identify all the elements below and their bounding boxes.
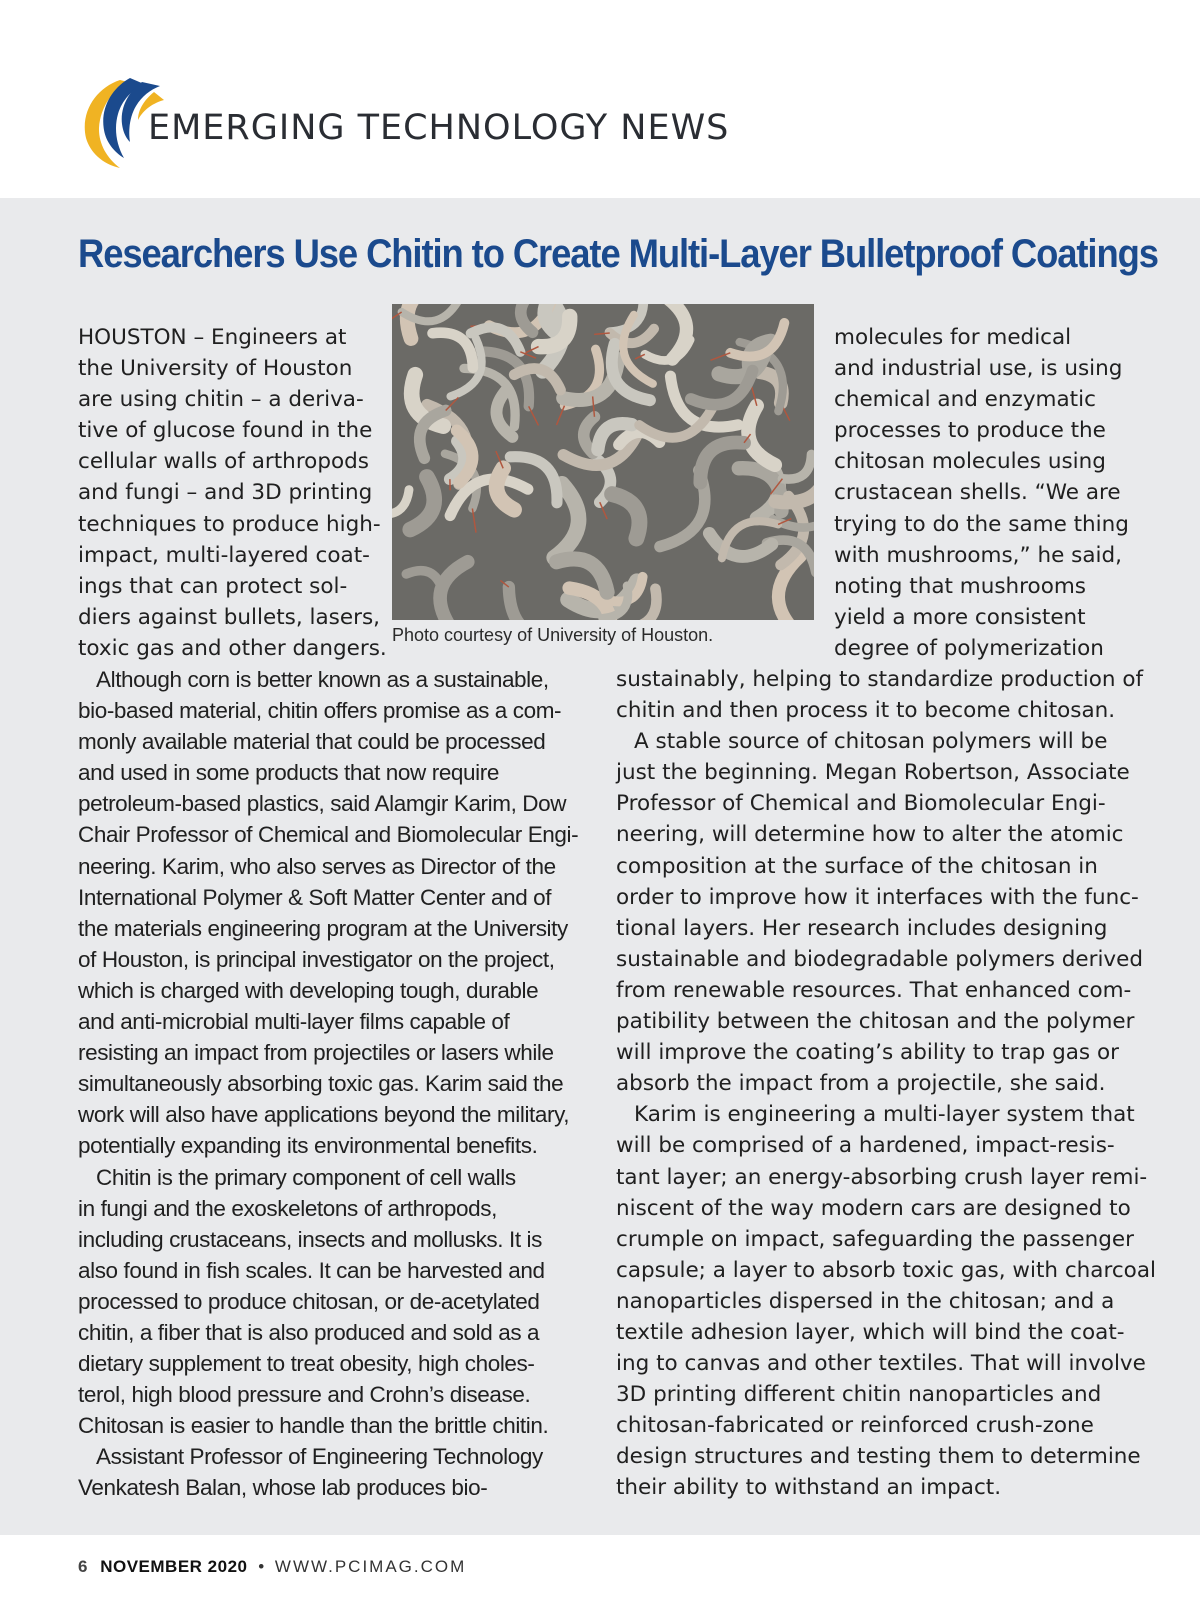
text-line: niscent of the way modern cars are designed to bbox=[616, 1195, 1131, 1221]
shrimp-photo bbox=[392, 304, 814, 620]
text-line: noting that mushrooms bbox=[834, 573, 1087, 599]
text-line: and used in some products that now require bbox=[78, 760, 499, 786]
text-line: crumple on impact, safeguarding the passenger bbox=[616, 1226, 1134, 1252]
text-line: ings that can protect sol- bbox=[78, 573, 348, 599]
text-line: simultaneously absorbing toxic gas. Karim said the bbox=[78, 1071, 564, 1097]
text-line: Professor of Chemical and Biomolecular Engi- bbox=[616, 791, 1106, 817]
text-line: Venkatesh Balan, whose lab produces bio- bbox=[78, 1475, 488, 1501]
page-footer bbox=[78, 1557, 466, 1577]
text-line: their ability to withstand an impact. bbox=[616, 1475, 1002, 1501]
text-line: sustainable and biodegradable polymers derived bbox=[616, 946, 1144, 972]
text-line: with mushrooms,” he said, bbox=[834, 542, 1122, 568]
article-column-1-body bbox=[78, 664, 578, 1504]
text-line: neering, will determine how to alter the atomic bbox=[616, 822, 1124, 848]
footer-separator: • bbox=[258, 1557, 265, 1576]
text-line: diers against bullets, lasers, bbox=[78, 604, 380, 630]
text-line: dietary supplement to treat obesity, high choles- bbox=[78, 1351, 535, 1377]
article-headline: Researchers Use Chitin to Create Multi-Layer Bulletproof Coatings bbox=[78, 232, 1158, 276]
text-line: order to improve how it interfaces with the func- bbox=[616, 884, 1139, 910]
masthead bbox=[0, 0, 1200, 198]
text-line: absorb the impact from a projectile, she said. bbox=[616, 1071, 1106, 1097]
issue-date: NOVEMBER 2020 bbox=[100, 1557, 248, 1576]
text-line: Although corn is better known as a sustainable, bbox=[96, 667, 549, 692]
text-line: of Houston, is principal investigator on the project, bbox=[78, 946, 555, 972]
text-line: which is charged with developing tough, durable bbox=[78, 977, 539, 1003]
text-line: work will also have applications beyond the military, bbox=[78, 1102, 570, 1128]
text-line: monly available material that could be processed bbox=[78, 729, 546, 755]
text-line: cellular walls of arthropods bbox=[78, 449, 369, 475]
text-line: ing to canvas and other textiles. That will involve bbox=[616, 1351, 1146, 1377]
text-line: and industrial use, is using bbox=[834, 356, 1123, 382]
text-line: tant layer; an energy-absorbing crush layer remi- bbox=[616, 1164, 1148, 1190]
text-line: the materials engineering program at the University bbox=[78, 915, 568, 941]
text-line: will be comprised of a hardened, impact-resis- bbox=[616, 1133, 1115, 1159]
text-line: Karim is engineering a multi-layer system that bbox=[634, 1102, 1135, 1128]
page-number: 6 bbox=[78, 1557, 88, 1576]
article-column-1-intro bbox=[78, 322, 387, 664]
text-line: tive of glucose found in the bbox=[78, 418, 373, 444]
text-line: in fungi and the exoskeletons of arthropods, bbox=[78, 1195, 497, 1221]
section-title: EMERGING TECHNOLOGY NEWS bbox=[148, 108, 730, 148]
text-line: the University of Houston bbox=[78, 356, 353, 382]
text-line: and anti-microbial multi-layer films capable of bbox=[78, 1009, 510, 1035]
text-line: HOUSTON – Engineers at bbox=[78, 325, 347, 350]
text-line: yield a more consistent bbox=[834, 604, 1086, 630]
text-line: and fungi – and 3D printing bbox=[78, 480, 373, 506]
text-line: A stable source of chitosan polymers will be bbox=[634, 729, 1108, 755]
website-link[interactable]: WWW.PCIMAG.COM bbox=[274, 1557, 467, 1576]
text-line: neering. Karim, who also serves as Director of the bbox=[78, 853, 556, 879]
text-line: degree of polymerization bbox=[834, 635, 1104, 661]
text-line: chitin, a fiber that is also produced and sold as a bbox=[78, 1319, 540, 1345]
text-line: potentially expanding its environmental benefits. bbox=[78, 1133, 538, 1159]
text-line: chemical and enzymatic bbox=[834, 387, 1096, 413]
text-line: nanoparticles dispersed in the chitosan; and a bbox=[616, 1288, 1115, 1314]
shrimp-photo-image bbox=[392, 304, 814, 620]
text-line: techniques to produce high- bbox=[78, 511, 381, 537]
text-line: chitosan-fabricated or reinforced crush-zone bbox=[616, 1413, 1094, 1439]
text-line: from renewable resources. That enhanced com- bbox=[616, 977, 1132, 1003]
text-line: processed to produce chitosan, or de-acetylated bbox=[78, 1288, 540, 1314]
text-line: 3D printing different chitin nanoparticles and bbox=[616, 1382, 1102, 1408]
text-line: bio-based material, chitin offers promise as a com- bbox=[78, 698, 562, 724]
text-line: chitosan molecules using bbox=[834, 449, 1106, 475]
text-line: processes to produce the bbox=[834, 418, 1106, 444]
text-line: Chair Professor of Chemical and Biomolecular Engi- bbox=[78, 822, 579, 848]
text-line: also found in fish scales. It can be harvested and bbox=[78, 1257, 545, 1283]
text-line: crustacean shells. “We are bbox=[834, 480, 1121, 506]
text-line: toxic gas and other dangers. bbox=[78, 635, 387, 661]
text-line: sustainably, helping to standardize production of bbox=[616, 667, 1144, 692]
text-line: Chitosan is easier to handle than the brittle chitin. bbox=[78, 1413, 549, 1439]
text-line: trying to do the same thing bbox=[834, 511, 1129, 537]
text-line: Assistant Professor of Engineering Technology bbox=[96, 1444, 543, 1470]
text-line: petroleum-based plastics, said Alamgir Karim, Dow bbox=[78, 791, 567, 817]
text-line: including crustaceans, insects and mollusks. It is bbox=[78, 1226, 542, 1252]
text-line: are using chitin – a deriva- bbox=[78, 387, 364, 413]
text-line: patibility between the chitosan and the polymer bbox=[616, 1009, 1135, 1035]
photo-caption: Photo courtesy of University of Houston. bbox=[392, 625, 714, 645]
text-line: resisting an impact from projectiles or lasers while bbox=[78, 1040, 554, 1066]
text-line: tional layers. Her research includes designing bbox=[616, 915, 1108, 941]
text-line: chitin and then process it to become chitosan. bbox=[616, 698, 1116, 724]
text-line: Chitin is the primary component of cell walls bbox=[96, 1164, 516, 1190]
text-line: textile adhesion layer, which will bind the coat- bbox=[616, 1319, 1125, 1345]
text-line: terol, high blood pressure and Crohn’s disease. bbox=[78, 1382, 531, 1408]
text-line: capsule; a layer to absorb toxic gas, with charcoal bbox=[616, 1257, 1156, 1283]
text-line: composition at the surface of the chitosan in bbox=[616, 853, 1098, 879]
text-line: International Polymer & Soft Matter Center and of bbox=[78, 884, 552, 910]
text-line: molecules for medical bbox=[834, 325, 1072, 350]
text-line: impact, multi-layered coat- bbox=[78, 542, 370, 568]
text-line: will improve the coating’s ability to trap gas or bbox=[616, 1040, 1119, 1066]
text-line: just the beginning. Megan Robertson, Associate bbox=[616, 760, 1130, 786]
text-line: design structures and testing them to determine bbox=[616, 1444, 1141, 1470]
article-column-2-body bbox=[616, 664, 1156, 1504]
article-column-3-intro bbox=[834, 322, 1129, 664]
